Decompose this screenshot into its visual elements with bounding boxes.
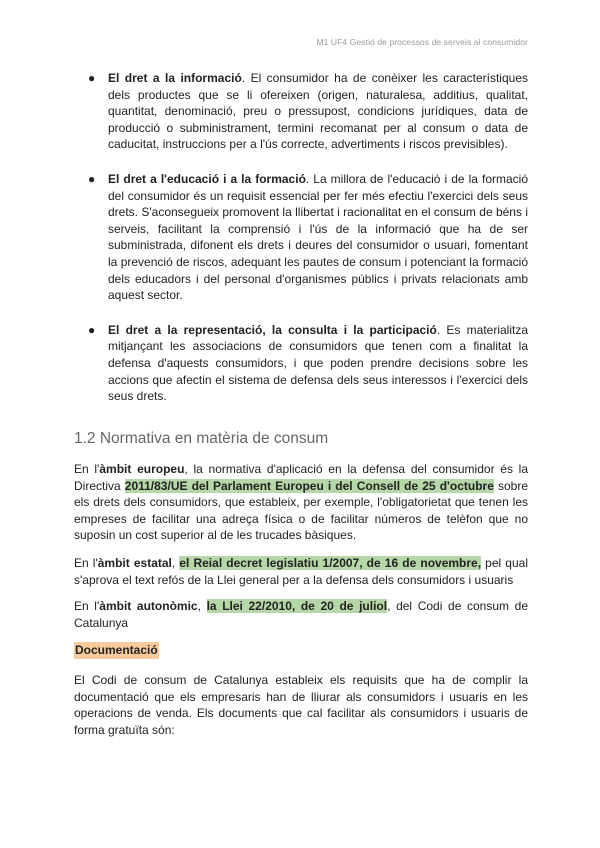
bullet-icon: ● — [88, 322, 96, 337]
documentation-heading: Documentació — [75, 643, 158, 657]
paragraph-documentation: El Codi de consum de Catalunya estableix els requisits que ha de complir la documentació que els empresaris han de lliurar als consumidors i usuaris en les operacions de venda. Els documents que cal facilitar als consumidors i usuaris de forma gratuïta són: — [74, 673, 528, 737]
rights-list — [74, 70, 528, 423]
paragraph-state-scope: En l'àmbit estatal, el Reial decret legislatiu 1/2007, de 16 de novembre, pel qual s'aprova el text refós de la Llei general per a la defensa dels consumidors i usuaris — [74, 556, 528, 587]
scope-label: àmbit estatal — [97, 556, 172, 570]
right-description: . La millora de l'educació i de la formació del consumidor és un requisit essencial per fer més efectiu l'exercici dels seus drets. S'aconsegueix promovent la llibertat i racionalitat en el consum de béns i serveis, facilitant la comprensió i l'ús de la informació que ha de ser subministrada, difonent els drets i deures del consumidor o usuari, fomentant la prevenció de riscos, adequant les pautes de consum i potenciant la formació dels educadors i del personal d'organismes públics i privats relacionats amb aquest sector. — [108, 171, 528, 303]
highlighted-law: la Llei 22/2010, de 20 de juliol — [206, 599, 388, 613]
right-title: El dret a la informació — [108, 71, 242, 85]
list-item-right-education — [74, 171, 528, 304]
right-title: El dret a l'educació i a la formació — [108, 171, 306, 186]
highlighted-decree: el Reial decret legislatiu 1/2007, de 16 de novembre, — [179, 556, 482, 570]
highlighted-directive: 2011/83/UE del Parlament Europeu i del Consell de 25 d'octubre — [124, 478, 494, 493]
right-title: El dret a la representació, la consulta i la participació — [108, 322, 437, 337]
bullet-icon: ● — [88, 171, 96, 186]
right-description: . Es materialitza mitjançant les associacions de consumidors que tenen com a finalitat la defensa d'aquests consumidors, i que poden prendre decisions sobre les accions que afectin el sistema de defensa dels seus interessos i l'exercici dels seus drets. — [108, 322, 529, 404]
section-title: 1.2 Normativa en matèria de consum — [74, 430, 329, 447]
list-item-right-information — [74, 70, 528, 153]
page-header: M1 UF4 Gestió de processos de serveis al consumidor — [316, 37, 528, 47]
bullet-icon: ● — [88, 71, 96, 85]
list-item-right-representation — [74, 322, 528, 405]
paragraph-european-scope: En l'àmbit europeu, la normativa d'aplicació en la defensa del consumidor és la Directiva 2011/83/UE del Parlament Europeu i del Consell de 25 d'octubre sobre els drets dels consumidors, que estableix, per exemple, l'obligatorietat que tenen les empreses de facilitar una adreça física o de facilitar números de telèfon que no suposin un cost superior al de les trucades bàsiques. — [74, 462, 529, 543]
scope-label: àmbit europeu — [99, 462, 185, 476]
paragraph-autonomic-scope: En l'àmbit autonòmic, la Llei 22/2010, de 20 de juliol, del Codi de consum de Catalunya — [74, 599, 529, 630]
scope-label: àmbit autonòmic — [99, 599, 198, 613]
right-description: . El consumidor ha de conèixer les característiques dels productes que se li ofereixen (origen, naturalesa, additius, qualitat, quantitat, denominació, preu o pressupost, condicions jurídiques, data de producció o subministrament, termini recomanat per al consum o data de caducitat, instruccions per a l'ús correcte, advertiments i riscos previsibles). — [108, 71, 528, 152]
